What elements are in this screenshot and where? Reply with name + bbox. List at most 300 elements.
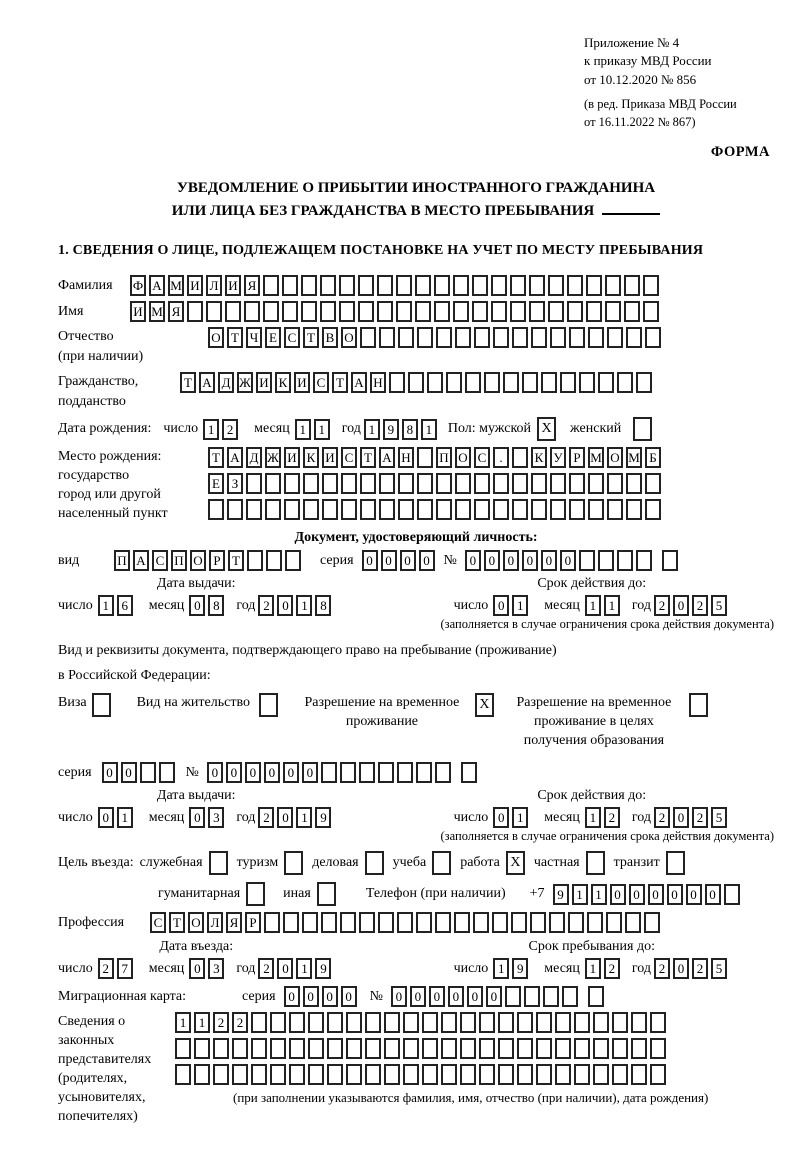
char-box[interactable]: С: [150, 912, 166, 933]
char-box[interactable]: Р: [569, 447, 585, 468]
char-box[interactable]: [598, 550, 614, 571]
purpose-study-checkbox[interactable]: [432, 851, 451, 875]
char-box[interactable]: [175, 1038, 191, 1059]
char-box[interactable]: 0: [493, 807, 509, 828]
char-box[interactable]: [453, 301, 469, 322]
char-box[interactable]: [403, 1064, 419, 1085]
char-box[interactable]: [474, 473, 490, 494]
char-box[interactable]: [341, 499, 357, 520]
char-box[interactable]: А: [133, 550, 149, 571]
char-box[interactable]: [586, 275, 602, 296]
char-box[interactable]: [524, 986, 540, 1007]
char-box[interactable]: [403, 1038, 419, 1059]
char-box[interactable]: [434, 301, 450, 322]
char-box[interactable]: [724, 884, 740, 905]
char-box[interactable]: [631, 1038, 647, 1059]
char-box[interactable]: 0: [673, 958, 689, 979]
char-box[interactable]: [282, 275, 298, 296]
char-box[interactable]: [574, 1012, 590, 1033]
char-box[interactable]: [454, 912, 470, 933]
char-box[interactable]: [645, 473, 661, 494]
char-box[interactable]: [650, 1038, 666, 1059]
char-box[interactable]: [529, 275, 545, 296]
char-box[interactable]: 0: [673, 807, 689, 828]
char-box[interactable]: [606, 912, 622, 933]
char-box[interactable]: [359, 912, 375, 933]
char-box[interactable]: [472, 301, 488, 322]
temp-residence-checkbox[interactable]: X: [475, 693, 494, 717]
char-box[interactable]: 0: [381, 550, 397, 571]
char-box[interactable]: [384, 1012, 400, 1033]
char-box[interactable]: 0: [400, 550, 416, 571]
char-box[interactable]: 1: [585, 595, 601, 616]
char-box[interactable]: [416, 762, 432, 783]
char-box[interactable]: [536, 1064, 552, 1085]
char-box[interactable]: 1: [512, 807, 528, 828]
char-box[interactable]: Л: [207, 912, 223, 933]
char-box[interactable]: [232, 1038, 248, 1059]
char-box[interactable]: [550, 473, 566, 494]
char-box[interactable]: [434, 275, 450, 296]
char-box[interactable]: [301, 301, 317, 322]
char-box[interactable]: [436, 499, 452, 520]
char-box[interactable]: А: [379, 447, 395, 468]
char-box[interactable]: 0: [303, 986, 319, 1007]
char-box[interactable]: М: [626, 447, 642, 468]
char-box[interactable]: [550, 499, 566, 520]
char-box[interactable]: [492, 912, 508, 933]
char-box[interactable]: [517, 1012, 533, 1033]
char-box[interactable]: [493, 327, 509, 348]
char-box[interactable]: [194, 1038, 210, 1059]
char-box[interactable]: 0: [207, 762, 223, 783]
char-box[interactable]: [322, 473, 338, 494]
char-box[interactable]: 0: [284, 986, 300, 1007]
char-box[interactable]: [140, 762, 156, 783]
char-box[interactable]: [626, 499, 642, 520]
purpose-business-checkbox[interactable]: [365, 851, 384, 875]
char-box[interactable]: [617, 372, 633, 393]
char-box[interactable]: [340, 912, 356, 933]
char-box[interactable]: [529, 301, 545, 322]
char-box[interactable]: 3: [208, 958, 224, 979]
purpose-other-checkbox[interactable]: [317, 882, 336, 906]
char-box[interactable]: 1: [314, 419, 330, 440]
char-box[interactable]: Я: [226, 912, 242, 933]
char-box[interactable]: 2: [654, 958, 670, 979]
char-box[interactable]: 0: [410, 986, 426, 1007]
char-box[interactable]: 0: [484, 550, 500, 571]
char-box[interactable]: [441, 1012, 457, 1033]
char-box[interactable]: [360, 327, 376, 348]
char-box[interactable]: [417, 327, 433, 348]
char-box[interactable]: К: [531, 447, 547, 468]
char-box[interactable]: И: [225, 275, 241, 296]
char-box[interactable]: [569, 473, 585, 494]
char-box[interactable]: [503, 372, 519, 393]
char-box[interactable]: [636, 550, 652, 571]
char-box[interactable]: [498, 1012, 514, 1033]
char-box[interactable]: Е: [265, 327, 281, 348]
char-box[interactable]: [422, 1038, 438, 1059]
char-box[interactable]: 0: [226, 762, 242, 783]
char-box[interactable]: [377, 301, 393, 322]
char-box[interactable]: Т: [208, 447, 224, 468]
char-box[interactable]: 5: [711, 595, 727, 616]
char-box[interactable]: [416, 912, 432, 933]
char-box[interactable]: Я: [244, 275, 260, 296]
char-box[interactable]: [643, 301, 659, 322]
char-box[interactable]: [284, 499, 300, 520]
char-box[interactable]: [396, 275, 412, 296]
char-box[interactable]: 0: [264, 762, 280, 783]
char-box[interactable]: [378, 762, 394, 783]
char-box[interactable]: Д: [218, 372, 234, 393]
char-box[interactable]: 2: [222, 419, 238, 440]
char-box[interactable]: З: [227, 473, 243, 494]
char-box[interactable]: Л: [206, 275, 222, 296]
char-box[interactable]: [289, 1038, 305, 1059]
char-box[interactable]: И: [130, 301, 146, 322]
char-box[interactable]: 2: [654, 595, 670, 616]
char-box[interactable]: В: [322, 327, 338, 348]
char-box[interactable]: К: [303, 447, 319, 468]
char-box[interactable]: 2: [258, 807, 274, 828]
char-box[interactable]: [543, 986, 559, 1007]
char-box[interactable]: [441, 1038, 457, 1059]
char-box[interactable]: [283, 912, 299, 933]
char-box[interactable]: [479, 1012, 495, 1033]
char-box[interactable]: [302, 912, 318, 933]
char-box[interactable]: [512, 473, 528, 494]
char-box[interactable]: [511, 912, 527, 933]
char-box[interactable]: [612, 1064, 628, 1085]
char-box[interactable]: 2: [604, 958, 620, 979]
char-box[interactable]: [308, 1064, 324, 1085]
char-box[interactable]: [403, 1012, 419, 1033]
char-box[interactable]: [662, 550, 678, 571]
char-box[interactable]: 0: [493, 595, 509, 616]
char-box[interactable]: [251, 1038, 267, 1059]
char-box[interactable]: [341, 473, 357, 494]
char-box[interactable]: [327, 1012, 343, 1033]
purpose-official-checkbox[interactable]: [209, 851, 228, 875]
char-box[interactable]: 1: [364, 419, 380, 440]
char-box[interactable]: [555, 1064, 571, 1085]
char-box[interactable]: 8: [315, 595, 331, 616]
visa-checkbox[interactable]: [92, 693, 111, 717]
char-box[interactable]: [460, 1064, 476, 1085]
purpose-humanitarian-checkbox[interactable]: [246, 882, 265, 906]
char-box[interactable]: [365, 1064, 381, 1085]
char-box[interactable]: [301, 275, 317, 296]
char-box[interactable]: [208, 499, 224, 520]
char-box[interactable]: 5: [711, 807, 727, 828]
char-box[interactable]: [636, 372, 652, 393]
char-box[interactable]: 0: [391, 986, 407, 1007]
char-box[interactable]: А: [199, 372, 215, 393]
char-box[interactable]: [522, 372, 538, 393]
char-box[interactable]: [441, 1064, 457, 1085]
char-box[interactable]: [417, 499, 433, 520]
char-box[interactable]: [455, 327, 471, 348]
char-box[interactable]: 1: [512, 595, 528, 616]
char-box[interactable]: [569, 327, 585, 348]
char-box[interactable]: О: [341, 327, 357, 348]
char-box[interactable]: [460, 1012, 476, 1033]
char-box[interactable]: 9: [553, 884, 569, 905]
char-box[interactable]: [265, 473, 281, 494]
char-box[interactable]: [339, 275, 355, 296]
char-box[interactable]: 0: [121, 762, 137, 783]
char-box[interactable]: [567, 275, 583, 296]
char-box[interactable]: 2: [98, 958, 114, 979]
char-box[interactable]: 1: [421, 419, 437, 440]
char-box[interactable]: [308, 1012, 324, 1033]
char-box[interactable]: Б: [645, 447, 661, 468]
char-box[interactable]: [384, 1064, 400, 1085]
char-box[interactable]: [512, 327, 528, 348]
char-box[interactable]: 0: [629, 884, 645, 905]
char-box[interactable]: [569, 499, 585, 520]
char-box[interactable]: Ж: [265, 447, 281, 468]
char-box[interactable]: 0: [667, 884, 683, 905]
char-box[interactable]: 0: [283, 762, 299, 783]
char-box[interactable]: [389, 372, 405, 393]
char-box[interactable]: С: [474, 447, 490, 468]
char-box[interactable]: [187, 301, 203, 322]
char-box[interactable]: 1: [604, 595, 620, 616]
char-box[interactable]: [285, 550, 301, 571]
char-box[interactable]: [415, 275, 431, 296]
char-box[interactable]: И: [284, 447, 300, 468]
char-box[interactable]: 2: [692, 807, 708, 828]
char-box[interactable]: [474, 499, 490, 520]
char-box[interactable]: 0: [429, 986, 445, 1007]
char-box[interactable]: [631, 1012, 647, 1033]
char-box[interactable]: М: [149, 301, 165, 322]
char-box[interactable]: Н: [398, 447, 414, 468]
char-box[interactable]: 6: [117, 595, 133, 616]
char-box[interactable]: [266, 550, 282, 571]
char-box[interactable]: 0: [189, 595, 205, 616]
char-box[interactable]: [232, 1064, 248, 1085]
char-box[interactable]: [398, 473, 414, 494]
char-box[interactable]: 1: [194, 1012, 210, 1033]
char-box[interactable]: Ф: [130, 275, 146, 296]
char-box[interactable]: [530, 912, 546, 933]
char-box[interactable]: [498, 1064, 514, 1085]
char-box[interactable]: 0: [705, 884, 721, 905]
sex-male-checkbox[interactable]: X: [537, 417, 556, 441]
char-box[interactable]: 1: [493, 958, 509, 979]
char-box[interactable]: [435, 912, 451, 933]
char-box[interactable]: С: [284, 327, 300, 348]
char-box[interactable]: Т: [332, 372, 348, 393]
char-box[interactable]: [455, 499, 471, 520]
char-box[interactable]: О: [190, 550, 206, 571]
char-box[interactable]: О: [208, 327, 224, 348]
char-box[interactable]: Н: [370, 372, 386, 393]
char-box[interactable]: [225, 301, 241, 322]
char-box[interactable]: А: [149, 275, 165, 296]
char-box[interactable]: [593, 1012, 609, 1033]
char-box[interactable]: [612, 1038, 628, 1059]
char-box[interactable]: 0: [189, 807, 205, 828]
char-box[interactable]: [346, 1064, 362, 1085]
char-box[interactable]: А: [227, 447, 243, 468]
purpose-work-checkbox[interactable]: X: [506, 851, 525, 875]
char-box[interactable]: [605, 301, 621, 322]
char-box[interactable]: 2: [258, 595, 274, 616]
char-box[interactable]: [548, 275, 564, 296]
char-box[interactable]: [320, 301, 336, 322]
char-box[interactable]: [541, 372, 557, 393]
char-box[interactable]: И: [322, 447, 338, 468]
char-box[interactable]: [531, 327, 547, 348]
char-box[interactable]: [465, 372, 481, 393]
char-box[interactable]: [289, 1064, 305, 1085]
char-box[interactable]: 0: [467, 986, 483, 1007]
char-box[interactable]: [588, 473, 604, 494]
char-box[interactable]: [624, 275, 640, 296]
char-box[interactable]: [397, 762, 413, 783]
char-box[interactable]: 0: [277, 807, 293, 828]
char-box[interactable]: 1: [585, 807, 601, 828]
char-box[interactable]: [598, 372, 614, 393]
char-box[interactable]: [417, 473, 433, 494]
char-box[interactable]: [588, 327, 604, 348]
char-box[interactable]: [505, 986, 521, 1007]
char-box[interactable]: [159, 762, 175, 783]
char-box[interactable]: 2: [258, 958, 274, 979]
char-box[interactable]: [398, 499, 414, 520]
char-box[interactable]: 0: [686, 884, 702, 905]
char-box[interactable]: [612, 1012, 628, 1033]
char-box[interactable]: П: [171, 550, 187, 571]
char-box[interactable]: 0: [341, 986, 357, 1007]
char-box[interactable]: .: [493, 447, 509, 468]
char-box[interactable]: И: [187, 275, 203, 296]
char-box[interactable]: И: [256, 372, 272, 393]
char-box[interactable]: Д: [246, 447, 262, 468]
char-box[interactable]: [644, 912, 660, 933]
char-box[interactable]: [453, 275, 469, 296]
char-box[interactable]: [265, 499, 281, 520]
char-box[interactable]: [460, 1038, 476, 1059]
char-box[interactable]: Т: [169, 912, 185, 933]
char-box[interactable]: 0: [560, 550, 576, 571]
char-box[interactable]: [320, 275, 336, 296]
char-box[interactable]: 0: [277, 595, 293, 616]
char-box[interactable]: [473, 912, 489, 933]
char-box[interactable]: [536, 1012, 552, 1033]
char-box[interactable]: [339, 301, 355, 322]
char-box[interactable]: 0: [541, 550, 557, 571]
char-box[interactable]: 0: [486, 986, 502, 1007]
char-box[interactable]: [626, 327, 642, 348]
char-box[interactable]: 9: [315, 958, 331, 979]
char-box[interactable]: [645, 327, 661, 348]
char-box[interactable]: 1: [572, 884, 588, 905]
char-box[interactable]: [624, 301, 640, 322]
char-box[interactable]: [491, 275, 507, 296]
char-box[interactable]: 7: [117, 958, 133, 979]
char-box[interactable]: [244, 301, 260, 322]
char-box[interactable]: [435, 762, 451, 783]
char-box[interactable]: [498, 1038, 514, 1059]
char-box[interactable]: 0: [98, 807, 114, 828]
char-box[interactable]: [213, 1038, 229, 1059]
char-box[interactable]: [398, 327, 414, 348]
char-box[interactable]: 0: [465, 550, 481, 571]
char-box[interactable]: [510, 275, 526, 296]
char-box[interactable]: 0: [102, 762, 118, 783]
char-box[interactable]: [586, 301, 602, 322]
char-box[interactable]: [605, 275, 621, 296]
char-box[interactable]: [359, 762, 375, 783]
char-box[interactable]: [587, 912, 603, 933]
char-box[interactable]: [461, 762, 477, 783]
char-box[interactable]: Т: [228, 550, 244, 571]
char-box[interactable]: [650, 1064, 666, 1085]
char-box[interactable]: 0: [362, 550, 378, 571]
char-box[interactable]: 0: [245, 762, 261, 783]
char-box[interactable]: Т: [227, 327, 243, 348]
char-box[interactable]: [270, 1064, 286, 1085]
char-box[interactable]: О: [188, 912, 204, 933]
char-box[interactable]: [645, 499, 661, 520]
char-box[interactable]: [289, 1012, 305, 1033]
char-box[interactable]: 3: [208, 807, 224, 828]
char-box[interactable]: П: [114, 550, 130, 571]
char-box[interactable]: 2: [232, 1012, 248, 1033]
char-box[interactable]: [493, 499, 509, 520]
char-box[interactable]: 1: [295, 419, 311, 440]
char-box[interactable]: [631, 1064, 647, 1085]
char-box[interactable]: [517, 1038, 533, 1059]
sex-female-checkbox[interactable]: [633, 417, 652, 441]
char-box[interactable]: [206, 301, 222, 322]
char-box[interactable]: [282, 301, 298, 322]
char-box[interactable]: [417, 447, 433, 468]
char-box[interactable]: [246, 499, 262, 520]
char-box[interactable]: [360, 473, 376, 494]
char-box[interactable]: [491, 301, 507, 322]
char-box[interactable]: [327, 1064, 343, 1085]
char-box[interactable]: [617, 550, 633, 571]
char-box[interactable]: [247, 550, 263, 571]
char-box[interactable]: А: [351, 372, 367, 393]
char-box[interactable]: [213, 1064, 229, 1085]
char-box[interactable]: [264, 912, 280, 933]
char-box[interactable]: [562, 986, 578, 1007]
char-box[interactable]: [574, 1038, 590, 1059]
char-box[interactable]: [263, 275, 279, 296]
char-box[interactable]: С: [313, 372, 329, 393]
char-box[interactable]: [626, 473, 642, 494]
char-box[interactable]: [593, 1038, 609, 1059]
char-box[interactable]: О: [607, 447, 623, 468]
char-box[interactable]: О: [455, 447, 471, 468]
char-box[interactable]: 0: [419, 550, 435, 571]
char-box[interactable]: [479, 1064, 495, 1085]
purpose-tourism-checkbox[interactable]: [284, 851, 303, 875]
residence-permit-checkbox[interactable]: [259, 693, 278, 717]
char-box[interactable]: 1: [296, 958, 312, 979]
char-box[interactable]: [194, 1064, 210, 1085]
char-box[interactable]: 8: [402, 419, 418, 440]
